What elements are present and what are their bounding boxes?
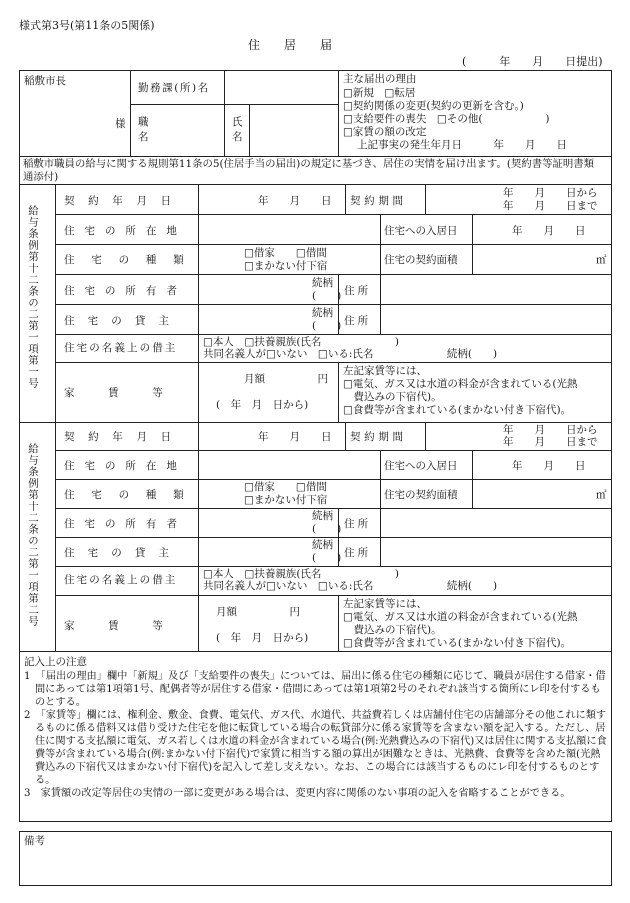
block-2-side-label: 給与条例第十二条の二第一項第二号: [27, 443, 39, 627]
period-label: 契約期間: [350, 431, 407, 443]
note-item-2: 2 「家賃等」欄には、権利金、敷金、食費、電気代、ガス代、水道代、共益費若しくは店舗付住宅の店舗部分その他これに類するものに係る借料又は借り受けた住宅を他に転貸している場合の転貸部分に係る家賃等を含まない額を記入する。ただし、居住に関する支払額に電気、ガス若しくは水道の料金が含まれている場合(例:光熱費込みの下宿代)又は居住に関する支払額に食費等が含まれている場合(例:まかない付下宿代)で家賃に相当する額の算出が困難なときは、光熱費、食費等を含めた額(光熱費込みの下宿代又はまかない付下宿代)を記入して差し支えない。なお、この場合には該当するものにレ印を付するものとする。: [24, 710, 607, 786]
addressee: 稲敷市長: [24, 75, 66, 87]
submission-date[interactable]: ( 年 月 日提出): [462, 55, 603, 68]
movein-value[interactable]: 年 月 日: [512, 460, 586, 472]
rent-from[interactable]: ( 年 月 日から): [216, 399, 309, 411]
contract-date-value[interactable]: 年 月 日: [258, 431, 332, 443]
borrower-line1[interactable]: □本人 □扶養親族(氏名 ): [203, 336, 400, 348]
borrower-line2[interactable]: 共同名義人が□いない □いる:氏名 続柄( ): [203, 348, 498, 360]
lessor-address-label: 住所: [344, 547, 372, 559]
movein-label: 住宅への入居日: [384, 460, 458, 472]
rent-monthly[interactable]: 月額 円: [244, 373, 328, 385]
area-label: 住宅の契約面積: [384, 254, 458, 266]
block-1-side-label: 給与条例第十二条の二第一項第一号: [27, 205, 39, 389]
location-label: 住宅の所在地: [64, 225, 187, 237]
remarks-box[interactable]: [19, 831, 612, 886]
notes-heading: 記入上の注意: [24, 656, 87, 668]
owner-relation-paren[interactable]: ( ): [312, 523, 342, 535]
rent-note-utilities[interactable]: □電気、ガス又は水道の料金が含まれている(光熱: [343, 611, 578, 623]
owner-label: 住宅の所有者: [64, 518, 187, 530]
owner-relation-label: 続柄: [312, 510, 333, 522]
reason-date[interactable]: 上記事実の発生年月日 年 月 日: [357, 139, 567, 151]
rent-note-0: 左記家賃等には、: [343, 365, 427, 377]
note-item-1: 1 「届出の理由」欄中「新規」及び「支給要件の喪失」については、届出に係る住宅の種類に応じて、職員が居住する借家・借間にあっては第1項第1号、配偶者等が居住する借家・借間にあっては第1項第2号のそれぞれ該当する箇所にレ印を付するものとする。: [24, 671, 606, 708]
owner-address-label: 住所: [344, 285, 372, 297]
type-label: 住宅の種類: [64, 489, 201, 501]
rent-note-meals[interactable]: □食費等が含まれている(まかない付き下宿代)。: [343, 404, 572, 416]
rent-note-meals[interactable]: □食費等が含まれている(まかない付き下宿代)。: [343, 637, 572, 649]
notes-list: [24, 670, 610, 800]
contract-date-label: 契約年月日: [64, 431, 185, 443]
position-label: 職名: [138, 116, 149, 143]
rent-note-2: 費込みの下宿代)。: [343, 624, 442, 636]
lessor-relation-label: 続柄: [312, 539, 333, 551]
borrower-line2[interactable]: 共同名義人が□いない □いる:氏名 続柄( ): [203, 580, 498, 592]
rent-label: 家賃等: [64, 620, 197, 632]
note-item-3: 3 家賃額の改定等居住の実情の一部に変更がある場合は、変更内容に関係のない事項の記入を省略することができる。: [24, 788, 571, 799]
reason-heading: 主な届出の理由: [343, 73, 417, 85]
area-unit: ㎡: [596, 489, 607, 501]
owner-label: 住宅の所有者: [64, 285, 187, 297]
form-title: 住 居 届: [248, 38, 333, 52]
rent-from[interactable]: ( 年 月 日から): [216, 632, 309, 644]
type-line2[interactable]: □まかない付下宿: [244, 494, 328, 506]
reason-option-new[interactable]: □新規 □転居: [343, 87, 416, 99]
period-from[interactable]: 年 月 日から: [503, 424, 598, 436]
lessor-address-label: 住所: [344, 315, 372, 327]
reason-option-rent[interactable]: □家賃の額の改定: [343, 126, 427, 138]
borrower-label: 住宅の名義上の借主: [64, 342, 178, 354]
owner-relation-label: 続柄: [312, 277, 333, 289]
sama-label: 様: [115, 118, 126, 130]
type-line1[interactable]: □借家 □借間: [244, 481, 327, 493]
period-to[interactable]: 年 月 日まで: [503, 200, 598, 212]
period-to[interactable]: 年 月 日まで: [503, 436, 598, 448]
reason-option-loss[interactable]: □支給要件の喪失 □その他( ): [343, 113, 550, 125]
preamble: 稲敷市職員の給与に関する規則第11条の5(住居手当の届出)の規定に基づき、居住の実情を届け出ます。(契約書等証明書類 通添付): [23, 158, 615, 183]
area-unit: ㎡: [596, 254, 607, 266]
area-label: 住宅の契約面積: [384, 489, 458, 501]
reason-option-contract[interactable]: □契約関係の変更(契約の更新を含む。): [343, 100, 524, 112]
rent-monthly[interactable]: 月額 円: [216, 606, 300, 618]
borrower-line1[interactable]: □本人 □扶養親族(氏名 ): [203, 568, 400, 580]
period-label: 契約期間: [350, 195, 407, 207]
contract-date-label: 契約年月日: [64, 195, 185, 207]
period-from[interactable]: 年 月 日から: [503, 187, 598, 199]
location-label: 住宅の所在地: [64, 460, 187, 472]
owner-address-label: 住所: [344, 518, 372, 530]
lessor-relation-label: 続柄: [312, 307, 333, 319]
movein-value[interactable]: 年 月 日: [512, 225, 586, 237]
movein-label: 住宅への入居日: [384, 225, 458, 237]
rent-label: 家賃等: [64, 387, 197, 399]
name-label: 氏名: [232, 116, 243, 143]
contract-date-value[interactable]: 年 月 日: [258, 195, 332, 207]
lessor-relation-paren[interactable]: ( ): [312, 552, 342, 564]
lessor-label: 住宅の貸主: [64, 315, 183, 327]
form-number: 様式第3号(第11条の5関係): [19, 19, 155, 32]
borrower-label: 住宅の名義上の借主: [64, 574, 178, 586]
type-line2[interactable]: □まかない付下宿: [244, 260, 328, 272]
rent-note-2: 費込みの下宿代)。: [343, 391, 442, 403]
owner-relation-paren[interactable]: ( ): [312, 290, 342, 302]
rent-note-0: 左記家賃等には、: [343, 598, 427, 610]
type-label: 住宅の種類: [64, 254, 201, 266]
lessor-label: 住宅の貸主: [64, 547, 183, 559]
dept-label: 勤務課(所)名: [138, 82, 210, 94]
remarks-label: 備考: [24, 835, 45, 847]
type-line1[interactable]: □借家 □借間: [244, 247, 327, 259]
lessor-relation-paren[interactable]: ( ): [312, 320, 342, 332]
rent-note-utilities[interactable]: □電気、ガス又は水道の料金が含まれている(光熱: [343, 378, 578, 390]
